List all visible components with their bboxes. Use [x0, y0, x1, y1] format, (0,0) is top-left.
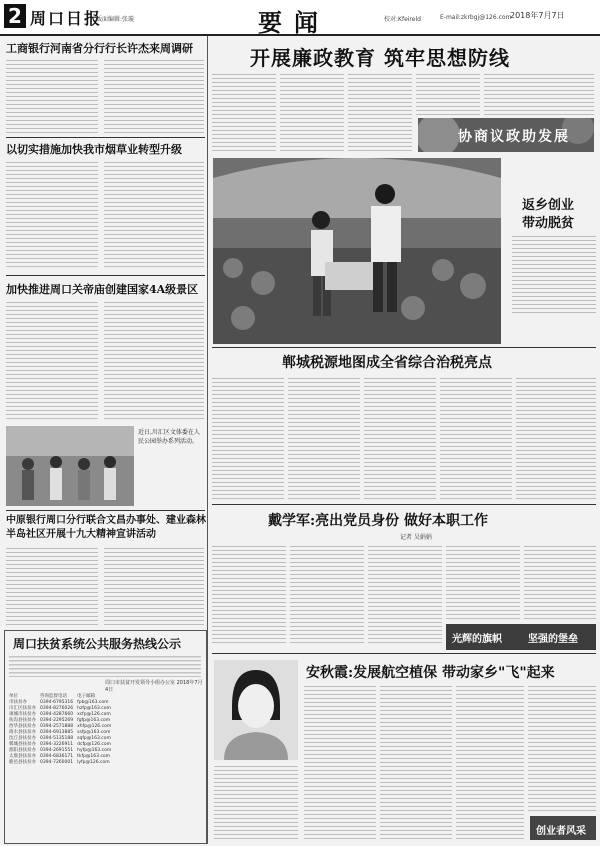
main-article-col3: [348, 72, 412, 152]
portrait-person-icon: [214, 660, 298, 760]
issue-date: 2018年7月7日: [510, 11, 565, 20]
dai-article-title: 戴学军:亮出党员身份 做好本职工作: [268, 513, 489, 529]
an-body-col4: [456, 684, 524, 842]
table-cell: 0394-2691551: [40, 747, 74, 753]
greenhouse-scene-icon: [213, 158, 501, 344]
party-banner-left: 光辉的旗帜: [452, 634, 502, 645]
an-body-col1: [214, 764, 298, 842]
table-cell: 市扶贫办: [9, 700, 27, 705]
dai-author: 记者 吴娟娟: [400, 534, 432, 541]
dai-body-col3: [368, 544, 442, 644]
tax-body-col3: [364, 376, 436, 500]
table-cell: dcfp@126.com: [77, 741, 112, 747]
page-number: 2: [4, 4, 26, 28]
hotline-intro: [9, 655, 201, 677]
main-article-col2: [280, 72, 344, 152]
an-body-col3: [380, 684, 452, 842]
photo-caption: 近日,川汇区文体委在人民公园举办系列活动。: [138, 429, 200, 445]
table-cell: 0394-4287660: [40, 711, 74, 717]
main-headline: 开展廉政教育 筑牢思想防线: [250, 46, 510, 70]
creator-label-text: 创业者风采: [536, 826, 586, 837]
an-article-title: 安秋霞:发展航空植保 带动家乡"飞"起来: [306, 665, 555, 681]
table-cell: fgfp@163.com: [77, 717, 111, 723]
tax-body-col5: [516, 376, 596, 500]
tax-body-col4: [440, 376, 512, 500]
banner-ad: [418, 118, 594, 152]
banner-ad-text: 协商议政助发展: [458, 129, 570, 145]
table-cell: 0394-2295269: [40, 717, 74, 723]
table-cell: 川汇区扶贫办: [9, 706, 36, 711]
table-cell: hyfp@163.com: [77, 747, 112, 753]
portrait-photo: [214, 660, 298, 760]
column-header: 单位: [9, 694, 18, 699]
table-cell: hzfp@163.com: [77, 705, 111, 711]
divider: [6, 137, 205, 138]
page-header: [0, 0, 600, 36]
article2-body-left: [6, 160, 98, 270]
table-cell: ssfp@163.com: [77, 729, 111, 735]
divider: [212, 347, 596, 348]
table-cell: 商水县扶贫办: [9, 730, 36, 735]
dai-body-col1: [212, 544, 286, 644]
paper-name: 周口日报: [30, 9, 103, 28]
table-row: [7, 759, 113, 765]
main-article-col4: [416, 72, 480, 116]
table-cell: 0394-2571888: [40, 723, 74, 729]
divider: [6, 275, 205, 276]
column-divider: [207, 36, 208, 844]
article4-title: 中原银行周口分行联合文昌办事处、建业森林半岛社区开展十九大精神宣讲活动: [6, 515, 206, 540]
hotline-title: 周口扶贫系统公共服务热线公示: [13, 637, 182, 651]
article1-body-left: [6, 58, 98, 134]
table-cell: xcfp@126.com: [77, 711, 111, 717]
table-cell: 太康县扶贫办: [9, 754, 36, 759]
photo-people-icon: [6, 426, 134, 506]
an-body-col5: [528, 684, 596, 814]
divider: [6, 510, 205, 511]
table-cell: 0394-5135188: [40, 735, 74, 741]
table-cell: sqfp@163.com: [77, 735, 111, 741]
article3-body-left: [6, 300, 98, 420]
dai-body-col5: [524, 544, 596, 622]
table-cell: 0394-7260001: [40, 759, 74, 765]
section-title: 要闻: [258, 8, 330, 37]
side-title-line1: 返乡创业: [522, 198, 575, 213]
table-cell: 扶沟县扶贫办: [9, 718, 36, 723]
divider: [212, 653, 596, 654]
dai-body-col2: [290, 544, 364, 644]
column-header: 咨询监督电话: [40, 694, 67, 699]
editor-label: 版面编辑:张璇: [96, 16, 135, 23]
hotline-footer: 周口市扶贫开发领导小组办公室 2018年7月4日: [105, 680, 203, 693]
party-banner: [446, 624, 596, 650]
main-article-col5: [484, 72, 594, 116]
article3-body-right: [104, 300, 204, 420]
table-cell: 沈丘县扶贫办: [9, 736, 36, 741]
hotline-box: [4, 630, 207, 844]
tax-body-col1: [212, 376, 284, 500]
party-banner-right: 坚强的堡垒: [528, 634, 578, 645]
table-cell: 0394-3226911: [40, 741, 74, 747]
table-cell: 郸城县扶贫办: [9, 742, 36, 747]
main-article-col1: [212, 72, 276, 152]
article4-body-right: [104, 546, 204, 626]
news-photo-park: [6, 426, 134, 506]
table-cell: 0394-8276026: [40, 705, 74, 711]
table-cell: 0394-6913885: [40, 729, 74, 735]
proofread-label: 校对:Kfeireld: [384, 16, 421, 23]
article4-body-left: [6, 546, 98, 626]
article2-title: 以切实措施加快我市烟草业转型升级: [6, 143, 182, 156]
hotline-table: [7, 693, 113, 765]
table-cell: lyfp@126.com: [77, 759, 110, 765]
email-label: E-mail:zkrbgj@126.com: [440, 14, 512, 21]
table-cell: 0394-6795316: [40, 699, 74, 705]
article3-title: 加快推进周口关帝庙创建国家4A级景区: [6, 283, 199, 296]
side-title-line2: 带动脱贫: [522, 216, 575, 231]
creator-column-label: [530, 816, 596, 840]
table-cell: 项城市扶贫办: [9, 712, 36, 717]
table-cell: fpb@163.com: [77, 699, 109, 705]
table-cell: xhfp@126.com: [77, 723, 112, 729]
tax-body-col2: [288, 376, 360, 500]
table-cell: 西华县扶贫办: [9, 724, 36, 729]
article2-body-right: [104, 160, 204, 270]
dai-body-col4: [446, 544, 520, 622]
an-body-col2: [304, 684, 376, 842]
table-cell: tkfp@163.com: [77, 753, 111, 759]
main-photo-greenhouse: [213, 158, 501, 344]
article1-body-right: [104, 58, 204, 134]
article1-title: 工商银行河南省分行行长许杰来周调研: [6, 42, 193, 55]
table-cell: 淮阳县扶贫办: [9, 748, 36, 753]
divider: [212, 504, 596, 505]
tax-article-title: 郸城税源地图成全省综合治税亮点: [282, 355, 492, 371]
table-cell: 鹿邑县扶贫办: [9, 760, 36, 765]
table-cell: 0394-6836171: [40, 753, 74, 759]
side-article-body: [512, 234, 596, 314]
column-header: 电子邮箱: [77, 694, 96, 699]
